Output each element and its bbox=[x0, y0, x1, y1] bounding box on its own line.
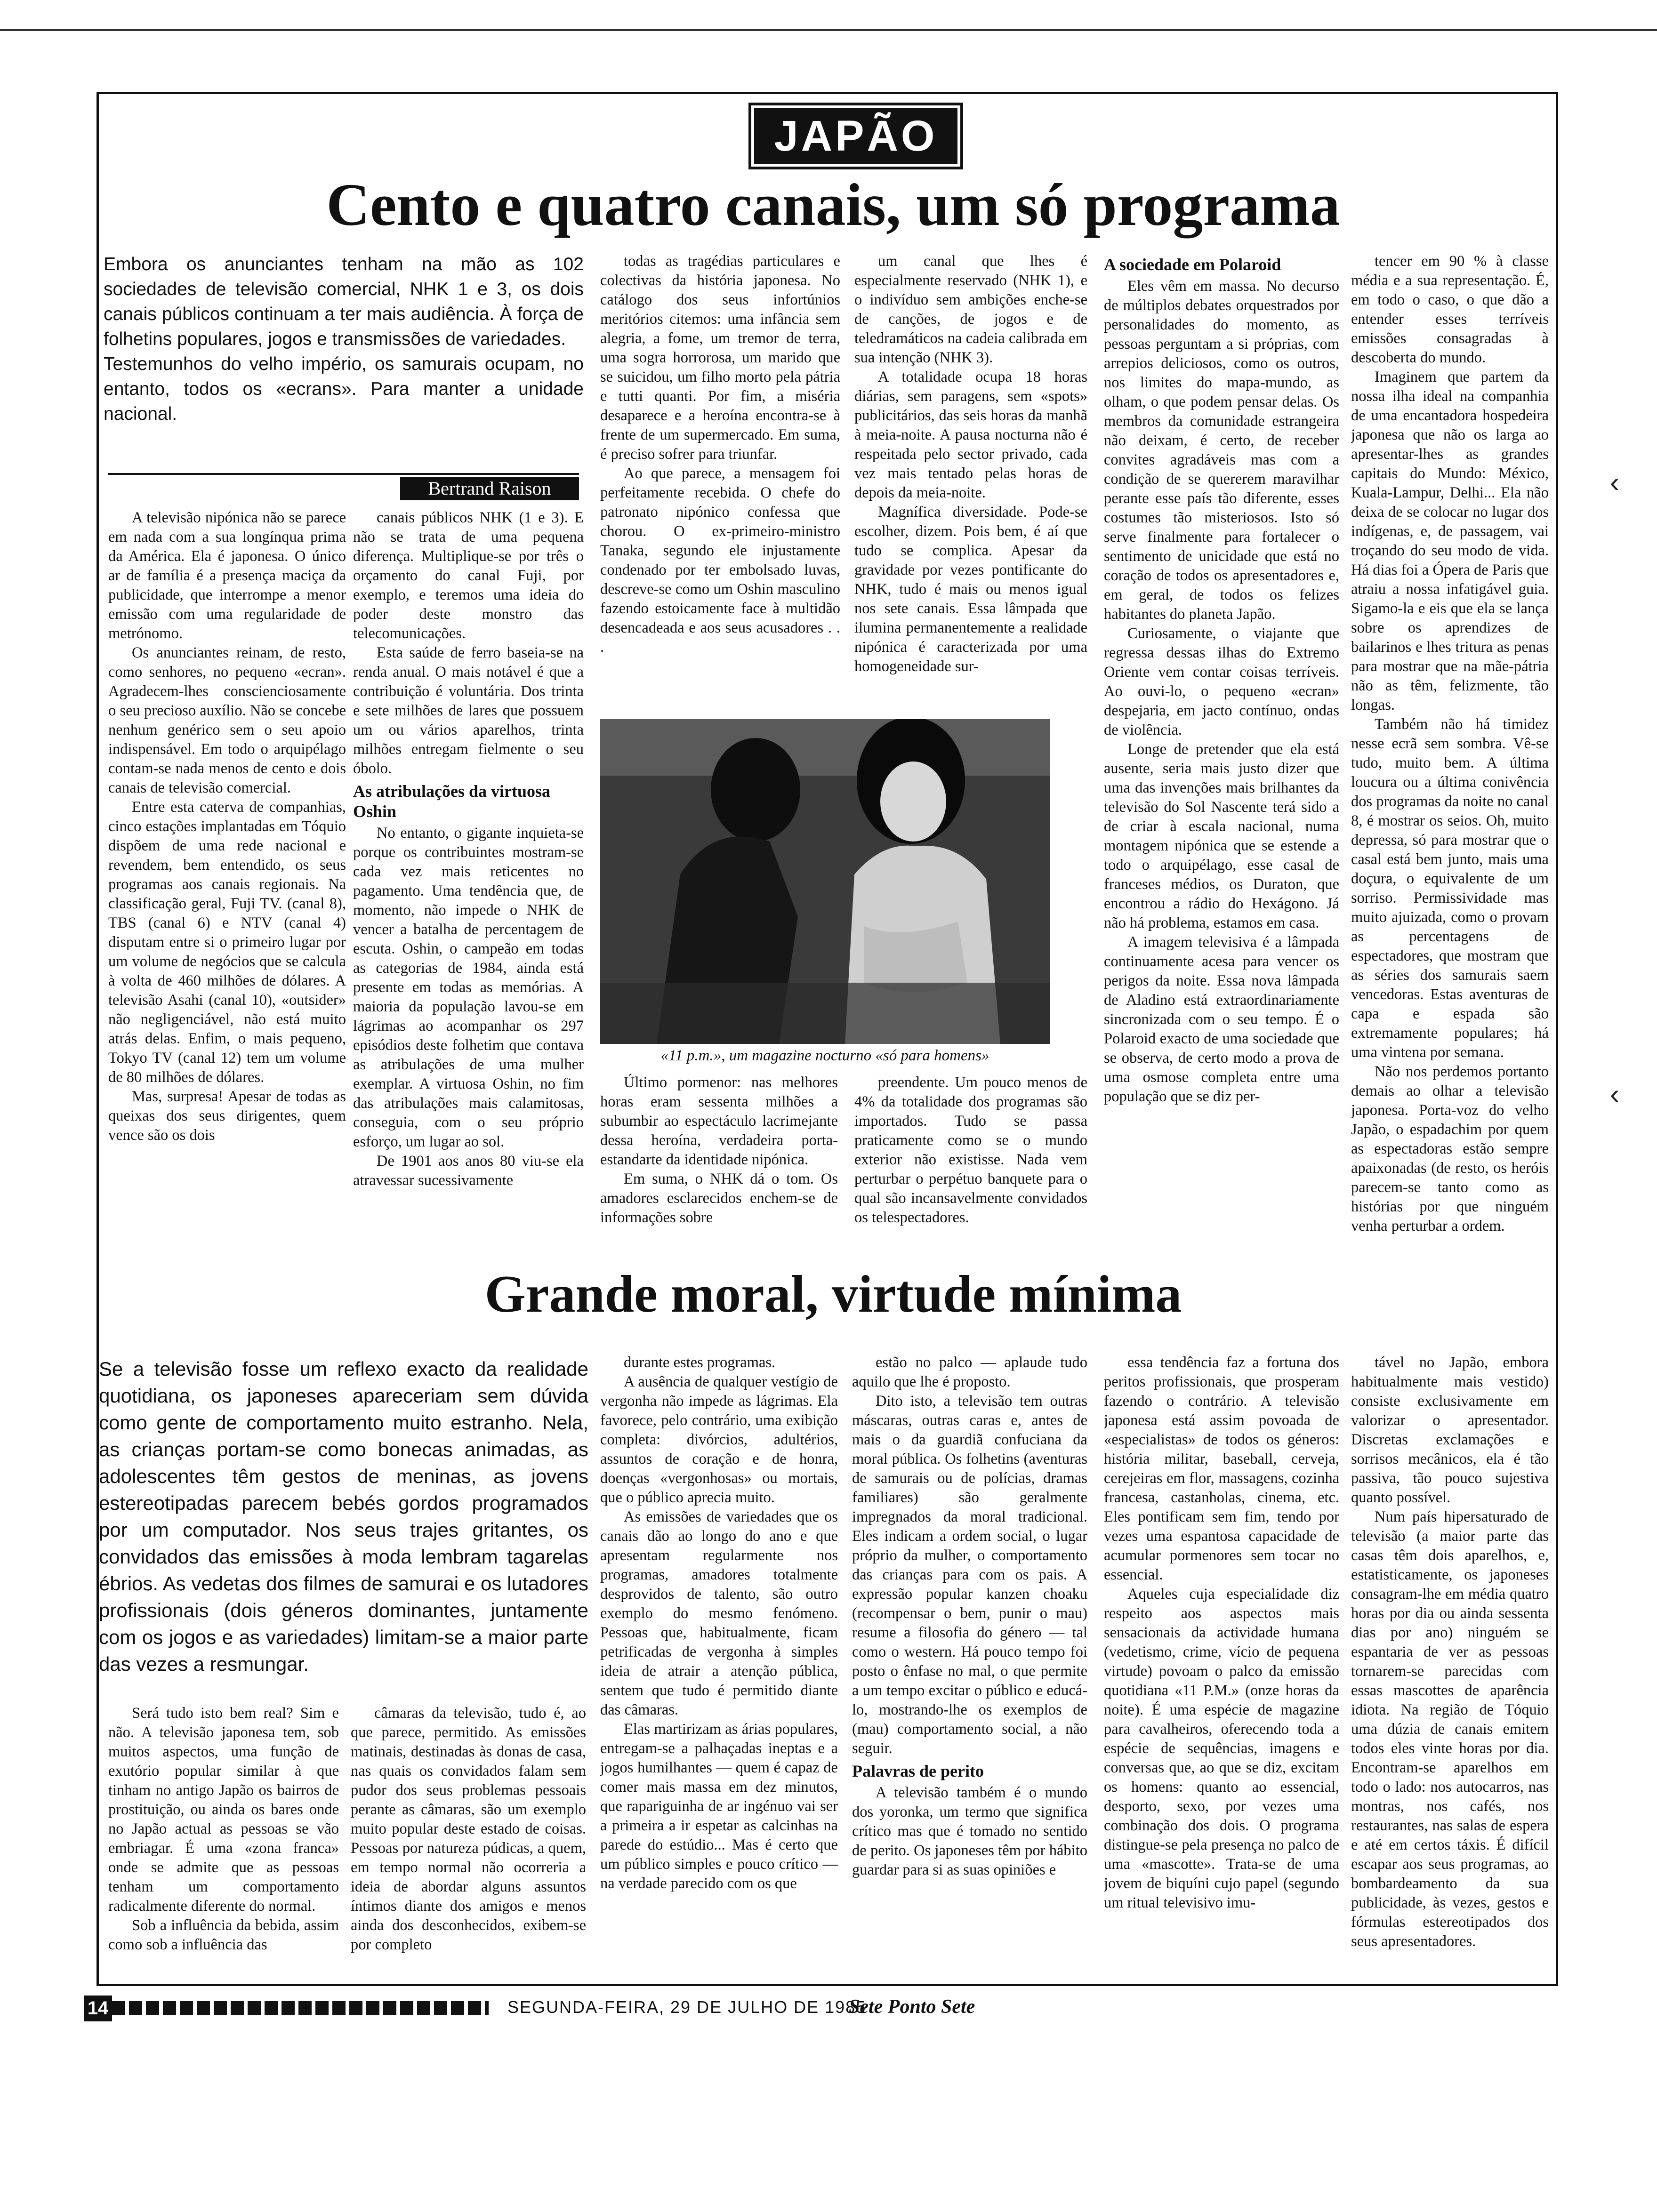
paragraph: Imaginem que partem da nossa ilha ideal na companhia de uma encantadora hospedeira japonesa que não os larga ao apresentar-lhes as grandes capitais do Mundo: México, Kuala-Lampur, Delhi... Ela não deixa de se colocar no lugar dos indígenas, e, de passagem, vai troçando do seu modo de vida. Há dias foi a Ópera de Paris que atraiu a nossa infatigável guia. Sigamo-la e eis que ela se lança sobre os aprendizes de bailarinos e lhes tritura as penas para mostrar que na mãe-pátria não as têm, felizmente, tão longas. bbox=[1351, 369, 1549, 713]
article2-column-3 bbox=[600, 1353, 838, 1977]
headline-secondary: Grande moral, virtude mínima bbox=[484, 1265, 1182, 1323]
page-number: 14 bbox=[84, 1996, 112, 2021]
article1-column-4b bbox=[854, 1073, 1087, 1252]
paragraph: durante estes programas. bbox=[624, 1354, 776, 1371]
paragraph: Sob a influência da bebida, assim como sob a influência das bbox=[108, 1917, 339, 1953]
subheading: A sociedade em Polaroid bbox=[1104, 255, 1281, 274]
article2-column-6 bbox=[1351, 1353, 1549, 1977]
paragraph: preendente. Um pouco menos de 4% da totalidade dos programas são importados. Tudo se passa praticamente como se o mundo exterior não existisse. Nada vem perturbar o perpétuo banquete para o qual são incansavelmente convidados os telespectadores. bbox=[854, 1074, 1087, 1226]
article1-column-6 bbox=[1351, 252, 1549, 1250]
subheading: Palavras de perito bbox=[852, 1762, 984, 1780]
margin-mark-icon: ‹ bbox=[1610, 1078, 1619, 1110]
footer-date: SEGUNDA-FEIRA, 29 DE JULHO DE 1985 bbox=[507, 1997, 867, 2017]
paragraph: As emissões de variedades que os canais dão ao longo do ano e que apresentam regularmente nos programas, amadores totalmente desprovidos de talento, são outro exemplo do mesmo fenómeno. Pessoas que, habitualmente, ficam petrificadas de vergonha à simples ideia de atrair a atenção pública, sentem que tudo é permitido diante das câmaras. bbox=[600, 1508, 838, 1718]
lead-paragraph: Embora os anunciantes tenham na mão as 102 sociedades de televisão comercial, NHK 1 e 3, os dois canais públicos continuam a ter mais audiência. À força de folhetins populares, jogos e transmissões de variedades. bbox=[104, 254, 584, 349]
paragraph: Mas, surpresa! Apesar de todas as queixas dos seus dirigentes, quem vence são os dois bbox=[108, 1088, 346, 1144]
headline-main: Cento e quatro canais, um só programa bbox=[326, 171, 1340, 238]
paragraph: canais públicos NHK (1 e 3). E não se trata de uma pequena diferença. Multiplique-se por três o orçamento do canal Fuji, por exemplo, e teremos uma ideia do poder deste monstro das telecomunicações. bbox=[353, 509, 584, 642]
paragraph: A totalidade ocupa 18 horas diárias, sem paragens, sem «spots» publicitários, das seis horas da manhã à meia-noite. A pausa nocturna não é respeitada pelo sector privado, cada vez mais tentado pelas horas de depois da meia-noite. bbox=[854, 369, 1087, 501]
margin-mark-icon: ‹ bbox=[1610, 466, 1619, 498]
article2-column-1 bbox=[108, 1704, 339, 1977]
article1-column-1 bbox=[108, 508, 346, 1242]
paragraph: Em suma, o NHK dá o tom. Os amadores esclarecidos enchem-se de informações sobre bbox=[600, 1170, 838, 1226]
paragraph: Será tudo isto bem real? Sim e não. A televisão japonesa tem, sob muitos aspectos, uma função de exutório popular similar à que tinham no antigo Japão os bairros de prostituição, ou ainda os bares onde no Japão actual as pessoas se vão embriagar. É uma «zona franca» onde se admite que as pessoas tenham um comportamento radicalmente diferente do normal. bbox=[108, 1705, 339, 1915]
article1-column-4 bbox=[854, 252, 1087, 713]
paragraph: Num país hipersaturado de televisão (a maior parte das casas têm dois aparelhos, e, estatisticamente, os japoneses consagram-lhe em média quatro horas por dia ou ainda sessenta dias por ano) ninguém se espantaria de ver as pessoas tornarem-se parecidas com essas mascottes de aparência idiota. Na região de Tóquio uma dúzia de canais emitem todos eles vinte horas por dia. Encontram-se aparelhos em todo o lado: nos autocarros, nas montras, nos cafés, nos restaurantes, nas salas de espera e até em certos táxis. É difícil escapar aos seus programas, ao bombardeamento da sua publicidade, às vezes, gestos e fórmulas estereotipados dos seus apresentadores. bbox=[1351, 1508, 1549, 1950]
paragraph: A televisão nipónica não se parece em nada com a sua longínqua prima da América. Ela é japonesa. O único ar de família é a presença maciça da publicidade, que interrompe a menor emissão com uma regularidade de metrónomo. bbox=[108, 509, 346, 642]
lead-paragraph: Se a televisão fosse um reflexo exacto da realidade quotidiana, os japoneses apareceriam sem dúvida como gente de comportamento muito estranho. Nela, as crianças portam-se como bonecas animadas, as adolescentes têm gestos de meninas, as jovens estereotipadas parecem bebés gordos programados por um computador. Nos seus trajes gritantes, os convidados das emissões à moda lembram tagarelas ébrios. As vedetas dos filmes de samurai e os lutadores profissionais (dois géneros dominantes, juntamente com os jogos e as variedades) limitam-se a maior parte das vezes a resmungar. bbox=[99, 1358, 588, 1675]
paragraph: tencer em 90 % à classe média e a sua representação. É, em todo o caso, o que dão a entender esses terríveis emissões consagradas à descoberta do mundo. bbox=[1351, 253, 1549, 366]
photo-image bbox=[600, 719, 1050, 1044]
photo-11pm bbox=[600, 719, 1050, 1044]
paragraph: um canal que lhes é especialmente reservado (NHK 1), e o indivíduo sem ambições enche-se de canções, de jogos e de teledramáticos na cadeia calibrada em sua intenção (NHK 3). bbox=[854, 253, 1087, 366]
paragraph: todas as tragédias particulares e colectivas da história japonesa. No catálogo dos seus infortúnios meritórios citemos: uma infância sem alegria, a fome, um tremor de terra, uma sogra horrorosa, um marido que se suicidou, um filho morto pela pátria e tutti quanti. Por fim, a miséria desaparece e a heroína encontra-se à frente de um supermercado. Em suma, é preciso sofrer para triunfar. bbox=[600, 253, 840, 463]
paragraph: Entre esta caterva de companhias, cinco estações implantadas em Tóquio dispõem de uma rede nacional e revendem, bem entendido, os seus programas aos canais regionais. Na classificação geral, Fuji TV. (canal 8), TBS (canal 6) e NTV (canal 4) disputam entre si o primeiro lugar por um volume de negócios que se calcula à volta de 460 milhões de dólares. A televisão Asahi (canal 10), «outsider» não negligenciável, não está muito atrás delas. Enfim, o mais pequeno, Tokyo TV (canal 12) tem um volume de 80 milhões de dólares. bbox=[108, 799, 346, 1086]
paragraph: A ausência de qualquer vestígio de vergonha não impede as lágrimas. Ela favorece, pelo contrário, uma exibição completa: divórcios, adultérios, assuntos de coração e de honra, doenças «vergonhosas» ou mortais, que o público aprecia muito. bbox=[600, 1373, 838, 1506]
section-label: JAPÃO bbox=[754, 108, 957, 164]
paragraph: Aqueles cuja especialidade diz respeito aos aspectos mais sensacionais da actividade humana (vedetismo, crime, vício de pequena virtude) povoam o palco da emissão quotidiana «11 P.M.» (onze horas da noite). É uma espécie de magazine para cavalheiros, oferecendo toda a espécie de sequências, imagens e conversas que, ao que se diz, excitam os homens: quanto ao essencial, desporto, sexo, por vezes uma combinação dos dois. O programa distingue-se pela presença no palco de uma «mascotte». Trata-se de uma jovem de biquíni cujo papel (segundo um ritual televisivo imu- bbox=[1104, 1586, 1339, 1911]
article1-column-3b bbox=[600, 1073, 838, 1252]
paragraph: Não nos perdemos portanto demais ao olhar a televisão japonesa. Porta-voz do velho Japão, o espadachim por quem as espectadoras estão sempre apaixonadas (de resto, os heróis parecem-se tanto como as histórias por que ninguém venha perturbar a ordem. bbox=[1351, 1063, 1549, 1234]
page-footer bbox=[84, 1996, 1557, 2021]
article2-column-4 bbox=[852, 1353, 1087, 1977]
paragraph: Dito isto, a televisão tem outras máscaras, outras caras e, antes de mais o da guardiã confuciana da moral pública. Os folhetins (aventuras de samurais ou de polícias, dramas familiares) são geralmente impregnados da moral tradicional. Eles indicam a ordem social, o lugar próprio da mulher, o comportamento das crianças para com os pais. A expressão popular kanzen choaku (recompensar o bem, punir o mau) resume a filosofia do género — tal como o western. Há pouco tempo foi posto o ênfase no mal, o que permite a um tempo excitar o público e educá-lo, mostrando-lhe os exemplos de (mau) comportamento social, a não seguir. bbox=[852, 1393, 1087, 1757]
paragraph: Elas martirizam as árias populares, entregam-se a palhaçadas ineptas e a jogos humilhantes — quem é capaz de comer mais massa em dez minutos, que rapariguinha de ar ingénuo vai ser a primeira a ir espetar as calcinhas na parede do estúdio... Mas é certo que um público simples e pouco crítico — na verdade parecido com os que bbox=[600, 1721, 838, 1892]
article1-column-3 bbox=[600, 252, 840, 713]
paragraph: No entanto, o gigante inquieta-se porque os contribuintes mostram-se cada vez mais reticentes no pagamento. Uma tendência que, de momento, não impede o NHK de vencer a batalha de percentagem de escuta. Oshin, o campeão em todas as categorias de 1984, ainda está presente em todas as memórias. A maioria da população lavou-se em lágrimas ao acompanhar os 297 episódios deste folhetim que contava as atribulações de uma mulher exemplar. A virtuosa Oshin, no fim das atribulações mais calamitosas, conseguia, com o seu próprio esforço, um lugar ao sol. bbox=[353, 825, 584, 1150]
photo-caption: «11 p.m.», um magazine nocturno «só para homens» bbox=[660, 1047, 989, 1064]
paragraph: Ao que parece, a mensagem foi perfeitamente recebida. O chefe do patronato nipónico confessa que chorou. O ex-primeiro-ministro Tanaka, segundo ele injustamente condenado por ter embolsado luvas, descreve-se como um Oshin masculino fazendo estoicamente face à multidão desencadeada e aos seus acusadores . . . bbox=[600, 465, 840, 656]
paragraph: Esta saúde de ferro baseia-se na renda anual. O mais notável é que a contribuição é voluntária. Dos trinta e sete milhões de lares que possuem um ou vários aparelhos, trinta milhões entregam fielmente o seu óbolo. bbox=[353, 644, 584, 777]
footer-rule bbox=[112, 2001, 489, 2015]
byline bbox=[108, 473, 579, 500]
paragraph: essa tendência faz a fortuna dos peritos profissionais, que prosperam fazendo o contrário. A televisão japonesa está assim povoada de «especialistas» de todos os géneros: história militar, baseball, cerveja, cerejeiras em flor, massagens, cozinha francesa, castanholas, cinema, etc. Eles pontificam sem fim, tendo por vezes uma espantosa capacidade de acumular pormenores sem tocar no essencial. bbox=[1104, 1354, 1339, 1583]
article1-column-5 bbox=[1104, 252, 1339, 1250]
paragraph: Eles vêm em massa. No decurso de múltiplos debates orquestrados por personalidades do momento, as pessoas perguntam a si próprias, com arrepios deliciosos, como os outros, nos limites do mapa-mundo, as olham, o que podem pensar delas. Os membros da comunidade estrangeira não deixam, é certo, de receber convites agradáveis mas com a condição de se quererem maravilhar perante esse país tão diferente, esses costumes tão misteriosos. Isto só serve finalmente para fortalecer o sentimento de unicidade que está no coração de todos os apresentadores e, em geral, de todos os felizes habitantes do planeta Japão. bbox=[1104, 278, 1339, 623]
paragraph: tável no Japão, embora habitualmente mais vestido) consiste exclusivamente em valorizar o apresentador. Discretas exclamações e sorrisos mecânicos, ela é tão passiva, tão pouco sujestiva quanto possível. bbox=[1351, 1354, 1549, 1506]
paragraph: Magnífica diversidade. Pode-se escolher, dizem. Pois bem, é aí que tudo se complica. Apesar da gravidade por vezes pontificante do NHK, tudo é mais ou menos igual nos sete canais. Essa lâmpada que ilumina permanentemente a realidade nipónica é caracterizada por uma homogeneidade sur- bbox=[854, 504, 1087, 675]
paragraph: A imagem televisiva é a lâmpada continuamente acesa para vencer os perigos da noite. Essa nova lâmpada de Aladino está extraordinariamente sincronizada com o seu tempo. É o Polaroid exacto de uma sociedade que se observa, de certo modo a prova de uma osmose completa entre uma população que se diz per- bbox=[1104, 934, 1339, 1105]
paragraph: Os anunciantes reinam, de resto, como senhores, no pequeno «ecran». Agradecem-lhes conscienciosamente o seu precioso auxílio. Não se concebe nenhum genérico sem o seu apoio indispensável. Em todo o arquipélago contam-se nada menos de cento e dois canais de televisão comercial. bbox=[108, 644, 346, 796]
subheading: As atribulações da virtuosa Oshin bbox=[353, 782, 551, 821]
paragraph: câmaras da televisão, tudo é, ao que parece, permitido. As emissões matinais, destinadas às donas de casa, nas quais os convidados falam sem pudor dos seus problemas pessoais perante as câmaras, são um exemplo muito popular deste estado de coisas. Pessoas por natureza púdicas, a quem, em tempo normal não ocorreria a ideia de abordar alguns assuntos íntimos diante dos amigos e menos ainda dos desconhecidos, exibem-se por completo bbox=[351, 1705, 586, 1953]
article1-lead bbox=[104, 252, 584, 454]
footer-publication: Sete Ponto Sete bbox=[849, 1996, 975, 2018]
byline-author: Bertrand Raison bbox=[400, 477, 579, 500]
paragraph: Curiosamente, o viajante que regressa dessas ilhas do Extremo Oriente vem contar coisas terríveis. Ao ouvi-lo, o pequeno «ecran» despejaria, em jacto contínuo, ondas de violência. bbox=[1104, 625, 1339, 738]
paragraph: Último pormenor: nas melhores horas eram sessenta milhões a subumbir ao espectáculo lacrimejante dessa heroína, verdadeira porta-estandarte da identidade nipónica. bbox=[600, 1074, 838, 1168]
article2-lead bbox=[99, 1355, 588, 1680]
top-rule bbox=[0, 29, 1657, 31]
article2-column-2 bbox=[351, 1704, 586, 1977]
article1-column-2 bbox=[353, 508, 584, 1242]
paragraph: Também não há timidez nesse ecrã sem sombra. Vê-se tudo, muito bem. A última loucura ou a última conivência dos programas da noite no canal 8, é mostrar os seios. Oh, muito depressa, só para mostrar que o casal está bem junto, mais uma doçura, o equivalente de um sorriso. Permissividade mas muito ajuizada, como o provam as percentagens de espectadores, que mostram que as séries dos samurais saem vencedoras. Estas aventuras de capa e espada são extremamente populares; há uma vintena por semana. bbox=[1351, 716, 1549, 1061]
paragraph: A televisão também é o mundo dos yoronka, um termo que significa crítico mas que é tomado no sentido de perito. Os japoneses têm por hábito guardar para si as suas opiniões e bbox=[852, 1784, 1087, 1878]
paragraph: estão no palco — aplaude tudo aquilo que lhe é proposto. bbox=[852, 1354, 1087, 1390]
paragraph: De 1901 aos anos 80 viu-se ela atravessar sucessivamente bbox=[353, 1153, 584, 1189]
article2-column-5 bbox=[1104, 1353, 1339, 1977]
paragraph: Longe de pretender que ela está ausente, seria mais justo dizer que uma das invenções mais brilhantes da televisão do Sol Nascente terá sido a de criar à escala nacional, numa montagem nipónica que se estende a todo o arquipélago, esse casal de franceses médios, os Duraton, que encontrou a rádio do Hexágono. Já não há problema, estamos em casa. bbox=[1104, 741, 1339, 931]
lead-paragraph: Testemunhos do velho império, os samurais ocupam, no entanto, todos os «ecrans». Para manter a unidade nacional. bbox=[104, 354, 584, 424]
